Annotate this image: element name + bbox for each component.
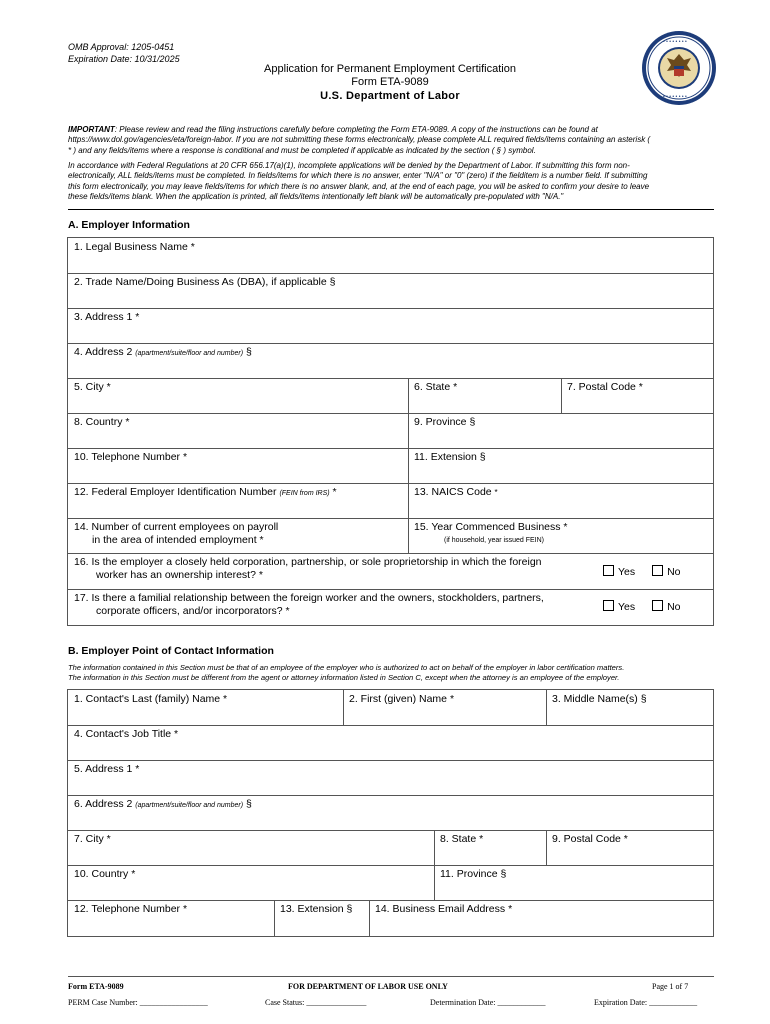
address-2-label: 4. Address 2 [74,346,133,358]
city-field[interactable] [68,378,408,413]
regs-line-1: In accordance with Federal Regulations at 20 CFR 656.17(a)(1), incomplete applications will be denied by the Department of Labor. If submitting this form non- [68,161,630,170]
contact-state-label: 8. State * [440,833,484,845]
employee-count-field[interactable] [68,518,408,553]
contact-email-label: 14. Business Email Address * [375,903,513,915]
contact-first-name-field[interactable] [343,690,546,725]
case-status: Case Status: _______________ [265,998,367,1007]
regs-line-2: electronically, ALL fields/items must be completed. In fields/items for which there is no answer, enter "N/A" or "0" (zero) if the fielditem is a number field. If submitting [68,171,648,181]
address-1-field[interactable] [68,308,713,343]
year-commenced-field[interactable] [408,518,713,553]
seal-text-top: • • • • • • • • [663,39,687,45]
address-1-label: 3. Address 1 * [74,311,140,323]
ownership-yes-checkbox[interactable] [603,565,614,576]
address-2-field[interactable] [68,343,713,378]
perm-case-number: PERM Case Number: _________________ [68,998,208,1007]
expiration-date: Expiration Date: 10/31/2025 [68,54,180,64]
ownership-no-checkbox[interactable] [652,565,663,576]
section-b-note [68,663,714,684]
state-field[interactable] [408,378,561,413]
ownership-no-label: No [667,566,681,578]
contact-province-field[interactable] [434,865,713,900]
contact-first-name-label: 2. First (given) Name * [349,693,455,705]
contact-extension-field[interactable] [274,900,369,936]
important-label: IMPORTANT [68,125,115,134]
omb-block [68,41,180,65]
familial-question-line-2: corporate officers, and/or incorporators? * [96,605,290,617]
contact-address-2-symbol: § [246,798,252,810]
familial-question-line-1: 17. Is there a familial relationship between the foreign worker and the owners, stockholders, partners, [74,592,544,604]
contact-telephone-field[interactable] [68,900,274,936]
trade-name-field[interactable] [68,273,713,308]
contact-province-label: 11. Province § [440,868,507,880]
contact-telephone-label: 12. Telephone Number * [74,903,188,915]
seal-text-bottom: • • • • • • • • [663,94,687,100]
section-a-heading: A. Employer Information [68,219,190,231]
year-commenced-label: 15. Year Commenced Business * [414,521,568,533]
contact-country-field[interactable] [68,865,434,900]
important-notice [68,125,714,156]
extension-label: 11. Extension § [414,451,486,463]
contact-address-1-label: 5. Address 1 * [74,763,140,775]
postal-code-field[interactable] [561,378,713,413]
footer-rule [68,976,714,977]
contact-job-title-label: 4. Contact's Job Title * [74,728,179,740]
fein-field[interactable] [68,483,408,518]
contact-job-title-field[interactable] [68,725,713,760]
familial-no-option[interactable] [652,601,680,613]
country-field[interactable] [68,413,408,448]
section-b-table [67,689,714,937]
contact-address-2-field[interactable] [68,795,713,830]
fein-symbol: * [332,486,337,498]
ownership-yes-label: Yes [618,566,636,578]
naics-field[interactable] [408,483,713,518]
important-line-3: * ) and any fields/items where a response is conditional and must be completed if applicable as indicated by the section ( § ) symbol. [68,145,536,155]
contact-postal-code-field[interactable] [546,830,713,865]
contact-middle-name-field[interactable] [546,690,713,725]
contact-last-name-field[interactable] [68,690,343,725]
ownership-question-line-2: worker has an ownership interest? * [96,569,263,581]
section-a-table [67,237,714,626]
telephone-field[interactable] [68,448,408,483]
ownership-question [68,553,588,589]
familial-no-label: No [667,601,681,613]
fein-note: (FEIN from IRS) [279,490,330,497]
employee-count-label: 14. Number of current employees on payroll [74,521,279,533]
year-commenced-note: (if household, year issued FEIN) [444,537,544,544]
department-name: U.S. Department of Labor [320,90,460,102]
determination-date: Determination Date: ____________ [430,998,546,1007]
contact-address-2-label: 6. Address 2 [74,798,133,810]
section-b-note-line-2: The information in this Section must be different from the agent or attorney information listed in Section C, except when the attorney is an employee of the employer. [68,673,620,683]
familial-options [603,600,713,616]
regs-line-3: this form electronically, you may leave fields/items for which there is no answer blank, and, at the end of each page, you will be asked to confirm your desire to leave [68,181,650,191]
fein-label: 12. Federal Employer Identification Number [74,486,277,498]
legal-business-name-label: 1. Legal Business Name * [74,241,195,253]
naics-symbol: * [494,488,498,497]
section-b-note-line-1: The information contained in this Section must be that of an employee of the employer who is authorized to act on behalf of the employer in labor certification matters. [68,663,625,672]
familial-question [68,589,588,625]
employee-count-label-2: in the area of intended employment * [92,534,264,546]
city-label: 5. City * [74,381,111,393]
ownership-options [603,565,713,581]
contact-extension-label: 13. Extension § [280,903,353,915]
postal-code-label: 7. Postal Code * [567,381,643,393]
telephone-label: 10. Telephone Number * [74,451,188,463]
familial-yes-option[interactable] [603,601,635,613]
contact-postal-code-label: 9. Postal Code * [552,833,628,845]
contact-address-2-note: (apartment/suite/floor and number) [135,802,244,809]
contact-last-name-label: 1. Contact's Last (family) Name * [74,693,228,705]
familial-yes-label: Yes [618,601,636,613]
contact-city-label: 7. City * [74,833,111,845]
footer-form-name: Form ETA-9089 [68,982,124,991]
dol-seal-icon [641,30,717,106]
omb-approval: OMB Approval: 1205-0451 [68,42,175,52]
form-title: Application for Permanent Employment Certification [264,63,516,75]
contact-city-field[interactable] [68,830,434,865]
contact-country-label: 10. Country * [74,868,136,880]
address-2-note: (apartment/suite/floor and number) [135,350,244,357]
country-label: 8. Country * [74,416,130,428]
contact-middle-name-label: 3. Middle Name(s) § [552,693,647,705]
contact-state-field[interactable] [434,830,546,865]
footer-use-only: FOR DEPARTMENT OF LABOR USE ONLY [288,982,448,991]
extension-field[interactable] [408,448,713,483]
familial-yes-checkbox[interactable] [603,600,614,611]
state-label: 6. State * [414,381,458,393]
ownership-no-option[interactable] [652,566,680,578]
contact-address-1-field[interactable] [68,760,713,795]
footer-expiration-date: Expiration Date: ____________ [594,998,698,1007]
contact-email-field[interactable] [369,900,713,936]
naics-label: 13. NAICS Code [414,486,492,498]
trade-name-label: 2. Trade Name/Doing Business As (DBA), if applicable § [74,276,336,288]
ownership-yes-option[interactable] [603,566,635,578]
footer-page-number: Page 1 of 7 [652,982,689,991]
address-2-symbol: § [246,346,252,358]
legal-business-name-field[interactable] [68,238,713,273]
section-b-heading: B. Employer Point of Contact Information [68,645,274,657]
important-line-2[interactable]: https://www.dol.gov/agencies/eta/foreign-labor. If you are not submitting these forms electronically, please complete ALL required fields/items containing an asterisk ( [68,135,651,145]
important-line-1: : Please review and read the filing instructions carefully before completing the Form ETA-9089. A copy of the instructions can be found at [114,125,598,134]
regs-line-4: these fields/items blank. When the application is printed, all fields/items intentionally left blank will be automatically pre-populated with "N/A." [68,192,564,202]
divider [68,209,714,210]
familial-no-checkbox[interactable] [652,600,663,611]
form-number: Form ETA-9089 [351,76,429,88]
province-field[interactable] [408,413,713,448]
ownership-question-line-1: 16. Is the employer a closely held corporation, partnership, or sole proprietorship in which the foreign [74,556,542,568]
province-label: 9. Province § [414,416,476,428]
regulations-notice [68,161,714,203]
